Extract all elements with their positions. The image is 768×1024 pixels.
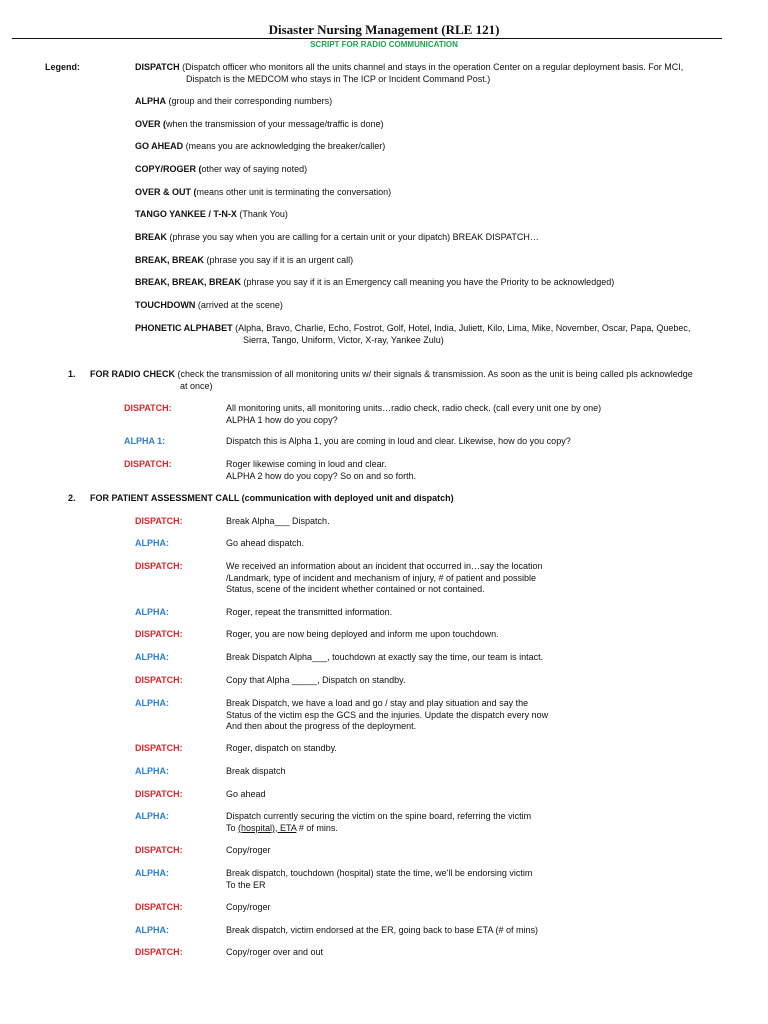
page-title: Disaster Nursing Management (RLE 121) bbox=[268, 22, 500, 37]
legend-desc: (group and their corresponding numbers) bbox=[166, 96, 333, 106]
alpha-speaker: ALPHA: bbox=[135, 811, 169, 821]
dialogue-text: # of mins. bbox=[296, 822, 338, 833]
dispatch-speaker: DISPATCH: bbox=[135, 845, 183, 855]
dialogue-line bbox=[226, 811, 726, 834]
dialogue-text: ALPHA 1 how do you copy? bbox=[226, 414, 338, 425]
alpha-speaker: ALPHA: bbox=[135, 868, 169, 878]
legend-desc: (arrived at the scene) bbox=[195, 300, 283, 310]
dispatch-speaker: DISPATCH: bbox=[124, 403, 172, 413]
dispatch-speaker: DISPATCH: bbox=[124, 459, 172, 469]
legend-term: COPY/ROGER ( bbox=[135, 164, 202, 174]
legend-item bbox=[135, 141, 385, 153]
dialogue-text: Roger, repeat the transmitted information. bbox=[226, 607, 393, 617]
legend-desc: (Alpha, Bravo, Charlie, Echo, Fostrot, Golf, Hotel, India, Juliett, Kilo, Lima, Mike, November, Oscar, Papa, Quebec, bbox=[232, 323, 691, 333]
legend-item bbox=[135, 232, 539, 244]
legend-desc: (phrase you say if it is an Emergency call meaning you have the Priority to be acknowledged) bbox=[241, 277, 615, 287]
dialogue-text: /Landmark, type of incident and mechanism of injury, # of patient and possible bbox=[226, 572, 537, 583]
legend-label: Legend: bbox=[45, 62, 80, 72]
dialogue-text: Copy that Alpha _____, Dispatch on standby. bbox=[226, 675, 406, 685]
section2-number: 2. bbox=[68, 493, 76, 503]
dispatch-speaker: DISPATCH: bbox=[135, 675, 183, 685]
legend-item bbox=[135, 96, 332, 108]
legend-item bbox=[135, 300, 283, 312]
legend-term: PHONETIC ALPHABET bbox=[135, 323, 233, 333]
alpha-speaker: ALPHA: bbox=[135, 766, 169, 776]
alpha-speaker: ALPHA: bbox=[135, 652, 169, 662]
dialogue-text: Dispatch this is Alpha 1, you are coming in loud and clear. Likewise, how do you copy? bbox=[226, 436, 571, 446]
legend-desc: (Thank You) bbox=[236, 209, 288, 219]
dialogue-text: Roger, dispatch on standby. bbox=[226, 743, 337, 753]
dialogue-text: Break Dispatch, we have a load and go / stay and play situation and say the bbox=[226, 698, 529, 708]
dialogue-text: Go ahead bbox=[226, 789, 266, 799]
legend-item bbox=[135, 164, 307, 176]
legend-desc: means other unit is terminating the conversation) bbox=[196, 187, 392, 197]
legend-item bbox=[135, 119, 383, 131]
dispatch-speaker: DISPATCH: bbox=[135, 629, 183, 639]
dialogue-text: We received an information about an incident that occurred in…say the location bbox=[226, 561, 543, 571]
dialogue-text: Copy/roger over and out bbox=[226, 947, 324, 957]
legend-item bbox=[135, 62, 735, 85]
dialogue-text: Roger likewise coming in loud and clear. bbox=[226, 459, 387, 469]
legend-item bbox=[135, 187, 391, 199]
section2-title: FOR PATIENT ASSESSMENT CALL (communication with deployed unit and dispatch) bbox=[90, 493, 454, 503]
legend-item bbox=[135, 255, 353, 267]
legend-term: TOUCHDOWN bbox=[135, 300, 196, 310]
legend-term: GO AHEAD bbox=[135, 141, 184, 151]
dialogue-text: Break Dispatch Alpha___, touchdown at exactly say the time, our team is intact. bbox=[226, 652, 544, 662]
section1-desc-cont: at once) bbox=[180, 380, 213, 391]
legend-term: BREAK bbox=[135, 232, 168, 242]
legend-desc: (phrase you say if it is an urgent call) bbox=[204, 255, 354, 265]
legend-term: BREAK, BREAK bbox=[135, 255, 205, 265]
dialogue-text: Copy/roger bbox=[226, 902, 271, 912]
legend-desc: (Dispatch officer who monitors all the units channel and stays in the operation Center on a regular deployment basis. For MCI, bbox=[179, 62, 684, 72]
dialogue-line bbox=[226, 698, 726, 733]
legend-desc: (means you are acknowledging the breaker/caller) bbox=[183, 141, 386, 151]
dialogue-line bbox=[226, 868, 726, 891]
dialogue-text: Status of the victim esp the GCS and the injuries. Update the dispatch every now bbox=[226, 709, 549, 720]
dialogue-text: ALPHA 2 how do you copy? So on and so forth. bbox=[226, 470, 417, 481]
dialogue-line bbox=[226, 436, 726, 448]
section1-desc: (check the transmission of all monitoring units w/ their signals & transmission. As soon as the unit is being called pls acknowledge bbox=[175, 369, 693, 379]
legend-item bbox=[135, 323, 735, 346]
dispatch-speaker: DISPATCH: bbox=[135, 902, 183, 912]
legend-term: OVER ( bbox=[135, 119, 167, 129]
section1-heading bbox=[90, 369, 730, 392]
dispatch-speaker: DISPATCH: bbox=[135, 789, 183, 799]
legend-desc-cont: Sierra, Tango, Uniform, Victor, X-ray, Yankee Zulu) bbox=[243, 334, 444, 345]
title-rule bbox=[12, 38, 722, 39]
alpha-speaker: ALPHA 1: bbox=[124, 436, 166, 446]
alpha-speaker: ALPHA: bbox=[135, 538, 169, 548]
dialogue-text: And then about the progress of the deployment. bbox=[226, 721, 417, 731]
dialogue-text: All monitoring units, all monitoring units…radio check, radio check. (call every unit one by one) bbox=[226, 403, 602, 413]
legend-item bbox=[135, 209, 288, 221]
dialogue-text: Break dispatch, victim endorsed at the ER, going back to base ETA (# of mins) bbox=[226, 925, 538, 935]
dialogue-underlined-text: (hospital), ETA bbox=[238, 822, 297, 833]
dialogue-text: Go ahead dispatch. bbox=[226, 538, 305, 548]
dispatch-speaker: DISPATCH: bbox=[135, 743, 183, 753]
dialogue-text: Dispatch currently securing the victim on the spine board, referring the victim bbox=[226, 811, 532, 821]
section1-number: 1. bbox=[68, 369, 76, 379]
alpha-speaker: ALPHA: bbox=[135, 698, 169, 708]
alpha-speaker: ALPHA: bbox=[135, 607, 169, 617]
legend-desc: other way of saying noted) bbox=[201, 164, 308, 174]
section1-title: FOR RADIO CHECK bbox=[90, 369, 175, 379]
dialogue-text: Break Alpha___ Dispatch. bbox=[226, 516, 330, 526]
legend-term: TANGO YANKEE / T-N-X bbox=[135, 209, 237, 219]
dispatch-speaker: DISPATCH: bbox=[135, 947, 183, 957]
legend-desc-cont: Dispatch is the MEDCOM who stays in The ICP or Incident Command Post.) bbox=[186, 73, 491, 84]
dialogue-text: To bbox=[226, 822, 239, 833]
dialogue-text: Break dispatch, touchdown (hospital) state the time, we'll be endorsing victim bbox=[226, 868, 533, 878]
page-subtitle: SCRIPT FOR RADIO COMMUNICATION bbox=[310, 40, 458, 49]
dialogue-line bbox=[226, 459, 726, 482]
legend-term: DISPATCH bbox=[135, 62, 180, 72]
dialogue-text: To the ER bbox=[226, 879, 266, 890]
dialogue-text: Break dispatch bbox=[226, 766, 286, 776]
legend-item bbox=[135, 277, 614, 289]
dialogue-text: Copy/roger bbox=[226, 845, 271, 855]
alpha-speaker: ALPHA: bbox=[135, 925, 169, 935]
legend-term: OVER & OUT ( bbox=[135, 187, 197, 197]
dialogue-text: Status, scene of the incident whether contained or not contained. bbox=[226, 584, 485, 594]
dialogue-text: Roger, you are now being deployed and inform me upon touchdown. bbox=[226, 629, 499, 639]
dispatch-speaker: DISPATCH: bbox=[135, 561, 183, 571]
legend-desc: (phrase you say when you are calling for a certain unit or your dipatch) BREAK DISPATCH… bbox=[167, 232, 539, 242]
legend-term: BREAK, BREAK, BREAK bbox=[135, 277, 242, 287]
legend-term: ALPHA bbox=[135, 96, 166, 106]
legend-desc: when the transmission of your message/traffic is done) bbox=[166, 119, 384, 129]
dispatch-speaker: DISPATCH: bbox=[135, 516, 183, 526]
dialogue-line bbox=[226, 561, 726, 596]
dialogue-line bbox=[226, 403, 726, 426]
